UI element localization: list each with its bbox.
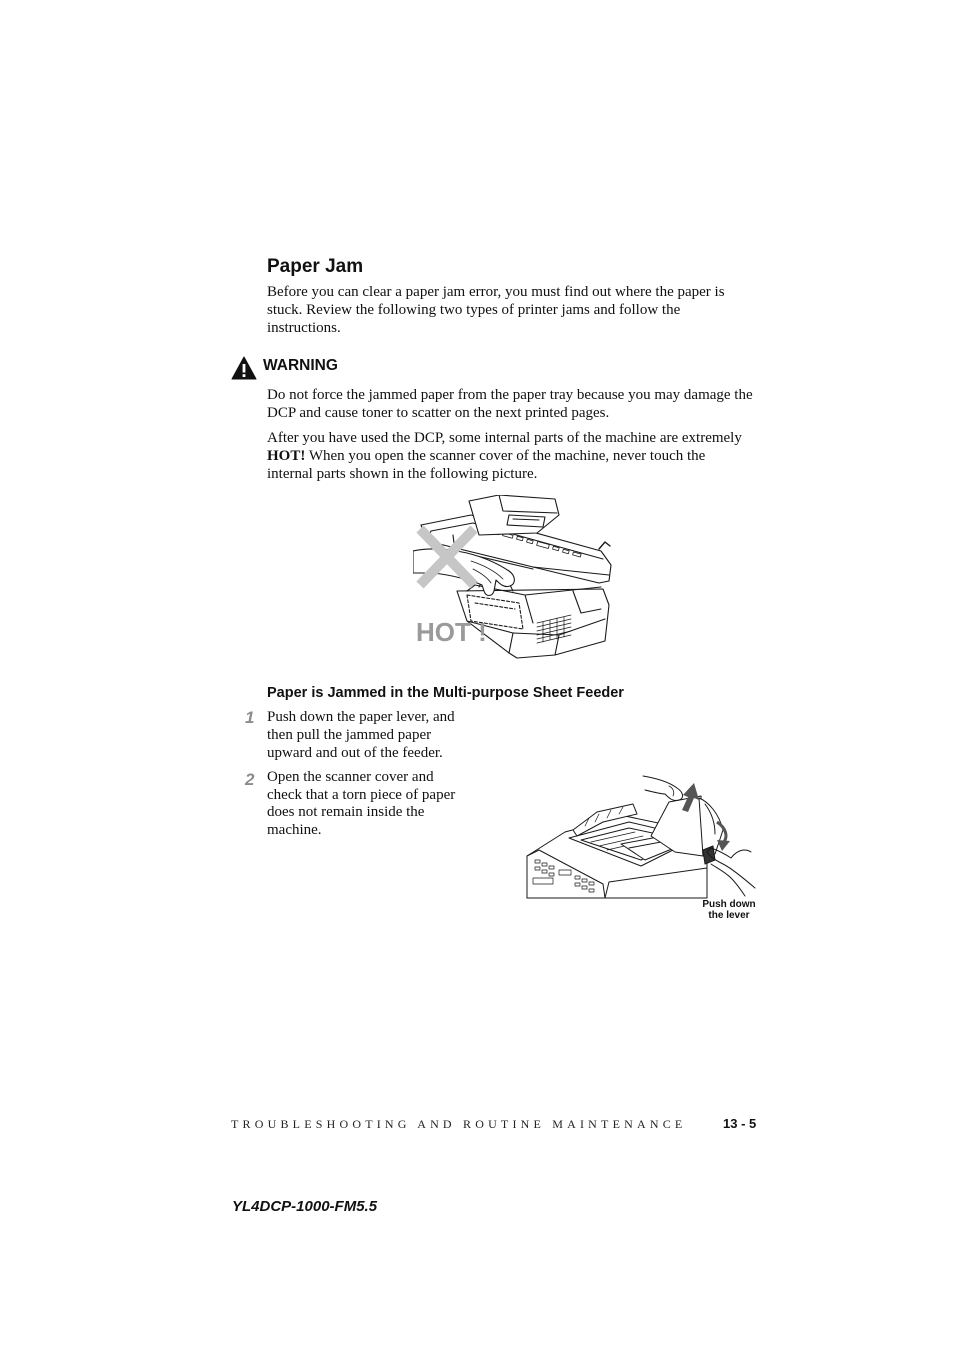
step-line: then pull the jammed paper <box>267 727 432 743</box>
intro-line: instructions. <box>267 320 341 336</box>
page-number: 13 - 5 <box>723 1116 757 1131</box>
step-line: does not remain inside the <box>267 804 425 821</box>
step-line: upward and out of the feeder. <box>267 745 443 761</box>
caption-line: the lever <box>708 910 750 921</box>
upper-hand-drawing <box>643 776 683 801</box>
push-lever-caption <box>696 899 762 921</box>
warning-paragraph <box>267 386 753 422</box>
caption-line: Push down <box>702 899 756 910</box>
hot-label: HOT ! <box>416 617 487 647</box>
section-title: Paper is Jammed in the Multi-purpose Sheet Feeder <box>267 685 624 701</box>
intro-paragraph <box>267 283 725 337</box>
warning-triangle-icon <box>231 356 257 380</box>
curved-down-arrow-head <box>717 840 730 851</box>
page-title: Paper Jam <box>267 256 364 277</box>
step-text <box>267 769 455 840</box>
warning-line: DCP and cause toner to scatter on the next printed pages. <box>267 405 610 421</box>
paper-lever-illustration <box>525 772 757 900</box>
step-line: machine. <box>267 822 322 839</box>
step-line: Open the scanner cover and <box>267 769 434 785</box>
step-number: 2 <box>245 770 255 789</box>
footer-chapter-title: TROUBLESHOOTING AND ROUTINE MAINTENANCE <box>231 1117 687 1131</box>
intro-line: stuck. Review the following two types of printer jams and follow the <box>267 302 681 318</box>
warning-label: WARNING <box>263 357 338 374</box>
warning-line: Do not force the jammed paper from the paper tray because you may damage the <box>267 387 753 403</box>
step-line: Push down the paper lever, and <box>267 709 455 725</box>
intro-line: Before you can clear a paper jam error, you must find out where the paper is <box>267 284 725 300</box>
hot-warning-line-rest: When you open the scanner cover of the machine, never touch the <box>305 448 706 464</box>
hot-warning-line <box>267 447 742 465</box>
document-id: YL4DCP-1000-FM5.5 <box>232 1198 378 1215</box>
hot-warning-line: internal parts shown in the following picture. <box>267 466 538 482</box>
hot-warning-line: After you have used the DCP, some internal parts of the machine are extremely <box>267 430 742 446</box>
printer-feeder-drawing <box>527 776 755 898</box>
step-number: 1 <box>245 708 255 727</box>
hot-emphasis: HOT! <box>267 448 306 464</box>
hot-parts-illustration <box>413 495 613 660</box>
step-line: check that a torn piece of paper <box>267 786 456 803</box>
hot-warning-paragraph <box>267 429 742 483</box>
step-text <box>267 708 455 762</box>
